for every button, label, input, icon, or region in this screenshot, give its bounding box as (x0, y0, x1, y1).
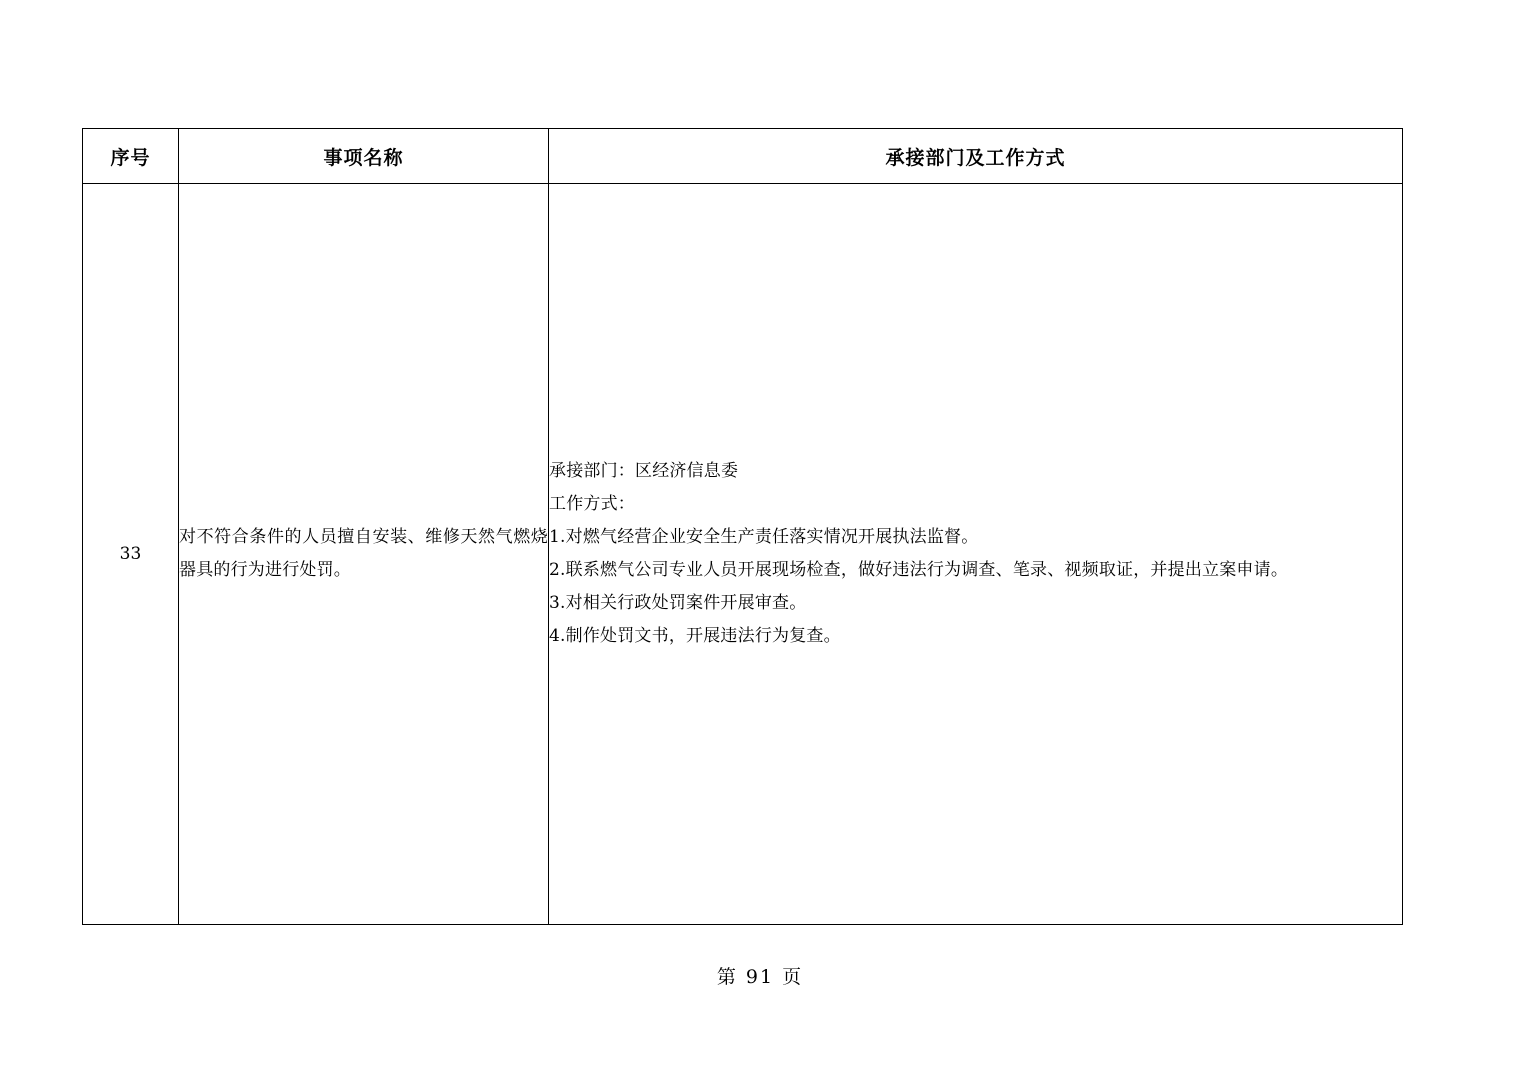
dept-line-3: 2.联系燃气公司专业人员开展现场检查，做好违法行为调查、笔录、视频取证，并提出立案申请。 (549, 560, 1289, 580)
table-header-row (83, 129, 1403, 184)
dept-line-4: 3.对相关行政处罚案件开展审查。 (549, 593, 807, 614)
table-row (83, 184, 1403, 925)
dept-line-0: 承接部门：区经济信息委 (549, 460, 739, 481)
items-table (82, 128, 1403, 925)
column-header-dept: 承接部门及工作方式 (549, 129, 1403, 184)
column-header-name: 事项名称 (179, 129, 549, 184)
table-body (83, 184, 1403, 925)
dept-line-1: 工作方式： (549, 493, 635, 514)
cell-item-name: 对不符合条件的人员擅自安装、维修天然气燃烧器具的行为进行处罚。 (179, 184, 549, 925)
cell-department-and-method (549, 184, 1403, 925)
page-footer: 第 91 页 (716, 966, 804, 988)
dept-line-2: 1.对燃气经营企业安全生产责任落实情况开展执法监督。 (549, 526, 979, 547)
table-header (83, 129, 1403, 184)
dept-line-5: 4.制作处罚文书，开展违法行为复查。 (549, 626, 841, 647)
cell-item-number: 33 (83, 184, 179, 925)
column-header-no: 序号 (83, 129, 179, 184)
